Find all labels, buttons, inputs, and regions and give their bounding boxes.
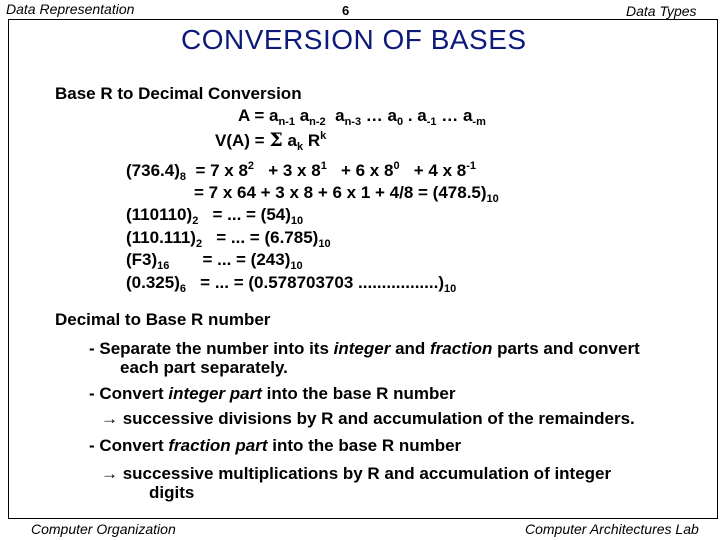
bullet-3-continuation: digits — [149, 483, 195, 502]
bullet-3: - Convert fraction part into the base R number — [89, 436, 462, 455]
bullet-1-continuation: each part separately. — [120, 358, 288, 377]
page-number: 6 — [342, 3, 350, 18]
bullet-3-arrow: → successive multiplications by R and accumulation of integer — [101, 464, 612, 483]
bullet-2-arrow: → successive divisions by R and accumulation of the remainders. — [101, 409, 635, 428]
footer-right: Computer Architectures Lab — [525, 521, 699, 537]
equation-A: $A = a_{n-1}$ $a_{n-2}$ $a_{n-3}$ … $a_0$ . $a_{-1}$ … $a_{-m}$ — [238, 106, 486, 128]
example-4: $(F3)_{16}$ = ... = $(243)_{10}$ — [126, 250, 303, 272]
header-right: Data Types — [626, 3, 697, 19]
example-2: $(110110)_2$ = ... = $(54)_{10}$ — [126, 205, 304, 227]
section1-heading: Base R to Decimal Conversion — [55, 84, 302, 103]
header-left: Data Representation — [6, 1, 135, 17]
bullet-1: - Separate the number into its integer and fraction parts and convert — [89, 339, 640, 358]
sigma-symbol: Σ — [269, 129, 283, 151]
example-3: $(110.111)_2$ = ... = $(6.785)_{10}$ — [126, 228, 331, 250]
example-1-line2: = 7 x 64 + 3 x 8 + 6 x $1 + 4/8 = (478.5)_{10}$ — [194, 183, 499, 205]
slide-title: CONVERSION OF BASES — [181, 24, 527, 55]
equation-V: V(A) = Σ $a_k$ $R^k$ — [215, 129, 327, 153]
bullet-2: - Convert integer part into the base R number — [89, 384, 456, 403]
section2-heading: Decimal to Base R number — [55, 310, 271, 329]
example-1-line1: $(736.4)_8 = 7$ x $8^2 + 3$ x $8^1 + 6$ x $8^0 + 4$ x $8^{-1}$ — [126, 160, 476, 183]
example-5: $(0.325)_6$ = ... = (0.578703703 $.................)_{10}$ — [126, 273, 457, 295]
footer-left: Computer Organization — [31, 521, 176, 537]
